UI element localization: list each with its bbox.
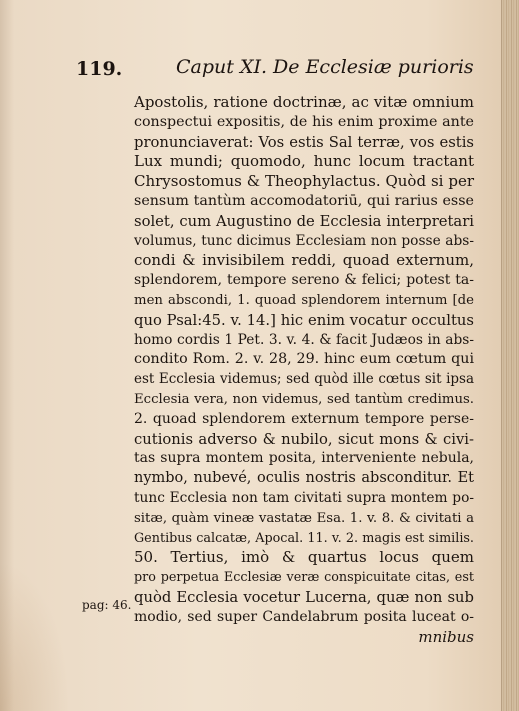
paper-stain	[0, 561, 70, 711]
margin-note: pag: 46.	[82, 598, 132, 612]
text-line: 50. Tertius, imò & quartus locus quem	[134, 548, 474, 567]
text-line: nymbo, nubevé, oculis nostris absconditur. Et	[134, 470, 474, 487]
text-line: condi & invisibilem reddi, quoad externum,	[134, 251, 474, 270]
body-text	[134, 93, 474, 647]
text-line: men abscondi, 1. quoad splendorem internum [de	[134, 292, 474, 308]
running-head: Caput XI. De Ecclesiæ purioris	[176, 56, 474, 78]
text-line: quo Psal:45. v. 14.] hic enim vocatur occultus	[134, 311, 474, 329]
text-line: Apostolis, ratione doctrinæ, ac vitæ omnium	[134, 93, 474, 111]
text-line: sensum tantùm accomodatoriū, qui rarius esse	[134, 192, 474, 209]
text-line: pro perpetua Ecclesiæ veræ conspicuitate citas, est	[134, 570, 474, 586]
text-line: cutionis adverso & nubilo, sicut mons & civi-	[134, 430, 474, 448]
text-line: est Ecclesia videmus; sed quòd ille cœtus sit ipsa	[134, 371, 474, 388]
text-line: Chrysostomus & Theophylactus. Quòd si per	[134, 172, 474, 191]
text-line: tunc Ecclesia non tam civitati supra montem po-	[134, 489, 474, 506]
catchword: mnibus	[418, 627, 474, 646]
text-line: Lux mundi; quomodo, hunc locum tractant	[134, 152, 474, 171]
page-fore-edge	[502, 0, 519, 711]
text-line: 2. quoad splendorem externum tempore perse-	[134, 410, 474, 427]
text-line: splendorem, tempore sereno & felici; potest ta-	[134, 272, 474, 289]
text-line: quòd Ecclesia vocetur Lucerna, quæ non sub	[134, 588, 474, 606]
text-line: Ecclesia vera, non videmus, sed tantùm credimus.	[134, 391, 474, 407]
text-line: modio, sed super Candelabrum posita luceat o-	[134, 608, 474, 625]
text-line: volumus, tunc dicimus Ecclesiam non posse abs-	[134, 232, 474, 249]
text-line: solet, cum Augustino de Ecclesia interpretari	[134, 212, 474, 230]
text-line: sitæ, quàm vineæ vastatæ Esa. 1. v. 8. & civitati a	[134, 510, 474, 526]
text-line: condito Rom. 2. v. 28, 29. hinc eum cœtum qui	[134, 351, 474, 368]
text-line: conspectui expositis, de his enim proxime ante	[134, 113, 474, 130]
page-number: 119.	[76, 58, 123, 80]
text-line: tas supra montem posita, interveniente nebula,	[134, 450, 474, 467]
text-line: pronunciaverat: Vos estis Sal terræ, vos estis	[134, 133, 474, 151]
text-line: homo cordis 1 Pet. 3. v. 4. & facit Judæos in abs-	[134, 331, 474, 348]
text-line: Gentibus calcatæ, Apocal. 11. v. 2. magis est similis.	[134, 530, 474, 546]
